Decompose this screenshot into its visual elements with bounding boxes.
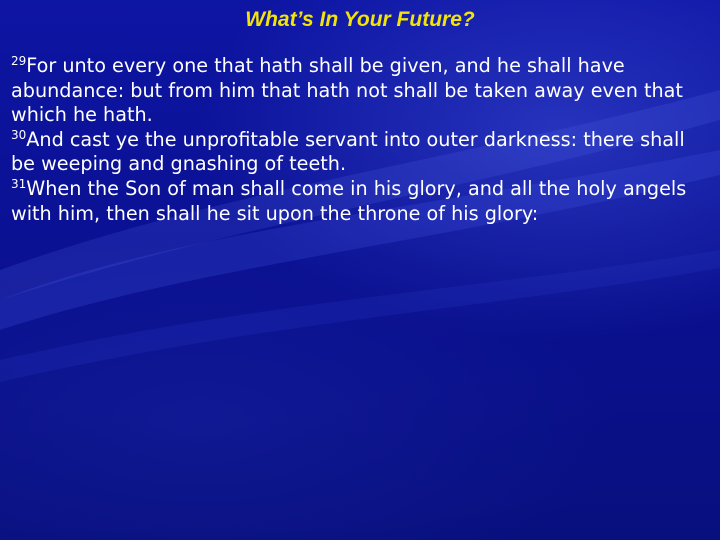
slide-title: What’s In Your Future? [245, 8, 475, 31]
verse-text: And cast ye the unprofitable servant into outer darkness: there shall be weeping and gnashing of teeth. [11, 127, 685, 176]
verse-30 [11, 128, 711, 177]
verse-31 [11, 177, 711, 226]
verse-text: For unto every one that hath shall be given, and he shall have abundance: but from him that hath not shall be taken away even that which he hath. [11, 54, 683, 127]
verse-number: 31 [11, 176, 27, 191]
verse-text: When the Son of man shall come in his glory, and all the holy angels with him, then shall he sit upon the throne of his glory: [11, 176, 687, 225]
verse-29 [11, 54, 711, 128]
scripture-passage [11, 54, 711, 226]
verse-number: 29 [11, 54, 27, 68]
verse-number: 30 [11, 127, 27, 142]
